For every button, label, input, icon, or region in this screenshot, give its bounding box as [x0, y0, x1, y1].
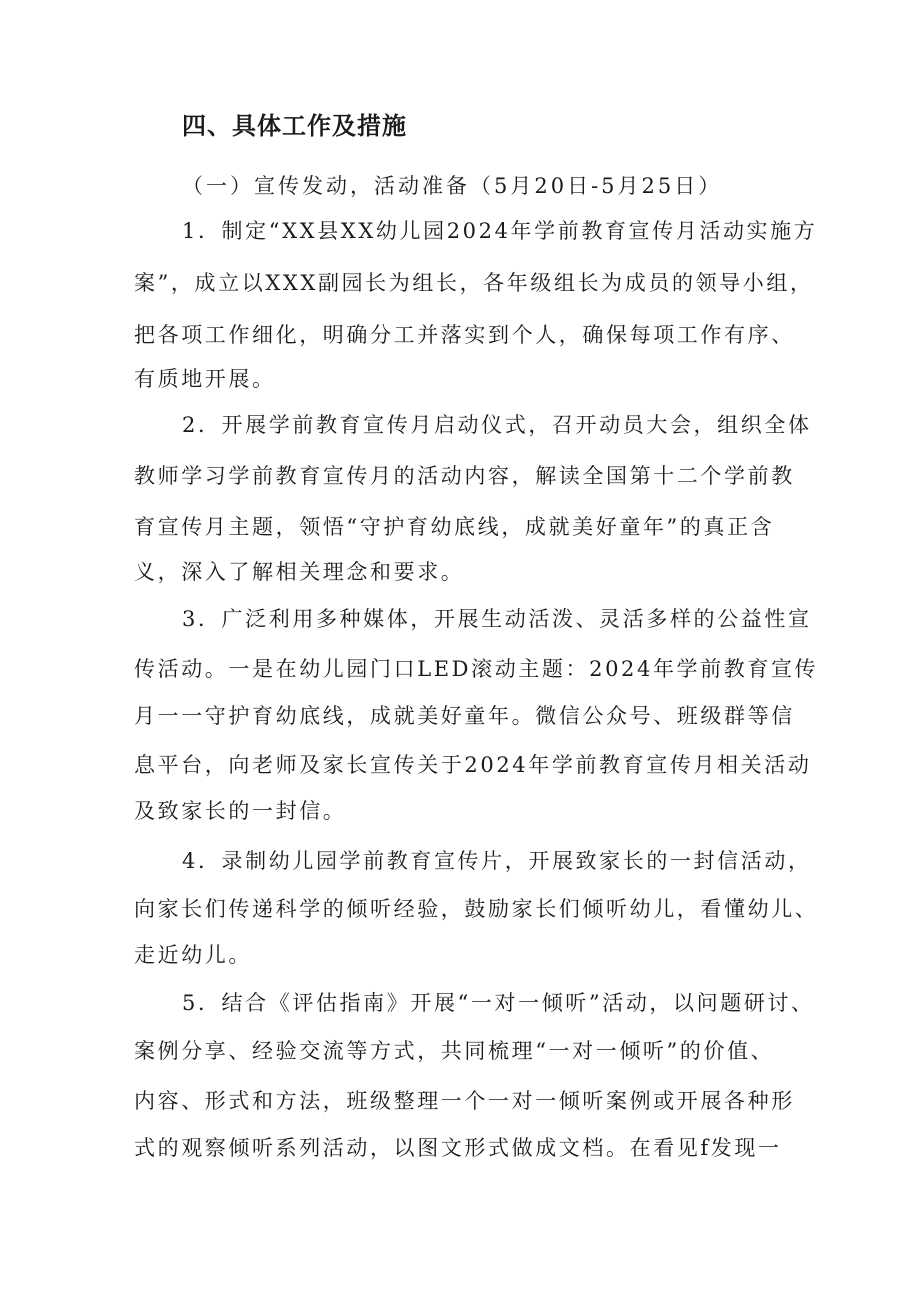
paragraph-line: 月一一守护育幼底线，成就美好童年。微信公众号、班级群等信 — [134, 704, 795, 728]
paragraph-line: 把各项工作细化，明确分工并落实到个人，确保每项工作有序、 — [134, 323, 795, 347]
paragraph-line: 1．制定“XX县XX幼儿园2024年学前教育宣传月活动实施方 — [182, 219, 818, 243]
paragraph-line: 3．广泛利用多种媒体，开展生动活泼、灵活多样的公益性宣 — [182, 607, 812, 631]
paragraph-line: 案”，成立以XXX副园长为组长，各年级组长为成员的领导小组， — [134, 271, 814, 295]
paragraph-line: 教师学习学前教育宣传月的活动内容，解读全国第十二个学前教 — [134, 464, 795, 488]
paragraph-line: 及致家长的一封信。 — [134, 799, 347, 823]
paragraph-line: 内容、形式和方法，班级整理一个一对一倾听案例或开展各种形 — [134, 1089, 795, 1113]
paragraph-line: 案例分享、经验交流等方式，共同梳理“一对一倾听”的价值、 — [134, 1039, 775, 1063]
subsection-title: （一）宣传发动，活动准备（5月20日-5月25日） — [182, 174, 723, 198]
paragraph-line: 息平台，向老师及家长宣传关于2024年学前教育宣传月相关活动 — [134, 753, 812, 777]
paragraph-line: 式的观察倾听系列活动，以图文形式做成文档。在看见f发现一 — [134, 1136, 782, 1160]
paragraph-line: 走近幼儿。 — [134, 943, 252, 967]
paragraph-line: 义，深入了解相关理念和要求。 — [134, 560, 465, 584]
paragraph-line: 5．结合《评估指南》开展“一对一倾听”活动，以问题研讨、 — [182, 991, 815, 1015]
paragraph-line: 有质地开展。 — [134, 367, 276, 391]
paragraph-line: 向家长们传递科学的倾听经验，鼓励家长们倾听幼儿，看懂幼儿、 — [134, 897, 819, 921]
paragraph-line: 4．录制幼儿园学前教育宣传片，开展致家长的一封信活动， — [182, 849, 812, 873]
section-title: 四、具体工作及措施 — [182, 112, 407, 140]
paragraph-line: 育宣传月主题，领悟“守护育幼底线，成就美好童年”的真正含 — [134, 515, 775, 539]
paragraph-line: 传活动。一是在幼儿园门口LED滚动主题：2024年学前教育宣传 — [134, 657, 819, 681]
paragraph-line: 2．开展学前教育宣传月启动仪式，召开动员大会，组织全体 — [182, 413, 812, 437]
